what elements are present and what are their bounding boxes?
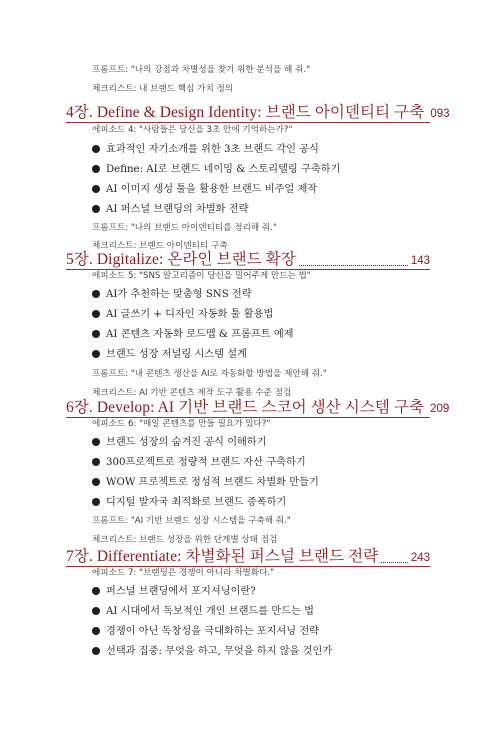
chapter-7-heading[interactable] (66, 544, 430, 566)
list-item: 300프로젝트로 정량적 브랜드 자산 구축하기 (92, 456, 500, 470)
chapter-episode: 에피소드 7: "브랜딩은 경쟁이 아니라 차별화다." (92, 568, 275, 578)
chapter-episode: 에피소드 5: "SNS 알고리즘이 당신을 밀어주게 만드는 법" (92, 271, 311, 281)
bullet-icon (92, 438, 100, 446)
list-item: AI 글쓰기 + 디자인 자동화 툴 활용법 (92, 308, 500, 322)
chapter-checklist: 체크리스트: 브랜드 성장을 위한 단계별 상태 점검 (92, 535, 278, 545)
chapter-checklist: 체크리스트: AI 기반 콘텐츠 제작 도구 활용 수준 점검 (92, 388, 292, 398)
bullet-icon (92, 458, 100, 466)
bullet-icon (92, 145, 100, 153)
chapter-title: 6장. Develop: AI 기반 브랜드 스코어 생산 시스템 구축 (66, 399, 425, 416)
list-item: 브랜드 성장 저널링 시스템 설계 (92, 348, 500, 362)
chapter-page-number: 243 (410, 552, 430, 564)
bullet-icon (92, 310, 100, 318)
list-item: AI 시대에서 독보적인 개인 브랜드를 만드는 법 (92, 605, 500, 619)
list-item: 퍼스널 브랜딩에서 포지셔닝이란? (92, 585, 500, 599)
bullet-icon (92, 185, 100, 193)
chapter-rule (66, 122, 430, 123)
bullet-icon (92, 350, 100, 358)
dot-leader (299, 265, 408, 266)
list-item: AI 이미지 생성 툴을 활용한 브랜드 비주얼 제작 (92, 183, 500, 197)
chapter-5-heading[interactable] (66, 247, 430, 269)
intro-checklist: 체크리스트: 내 브랜드 핵심 가치 정의 (92, 84, 234, 94)
bullet-icon (92, 647, 100, 655)
bullet-icon (92, 498, 100, 506)
chapter-checklist: 체크리스트: 브랜드 아이덴티티 구축 (92, 241, 228, 251)
bullet-icon (92, 290, 100, 298)
chapter-prompt: 프롬프트: "나의 브랜드 아이덴티티를 정리해 줘." (92, 223, 277, 233)
list-item: WOW 프로젝트로 정성적 브랜드 차별화 만들기 (92, 476, 500, 490)
list-item: 효과적인 자기소개를 위한 3초 브랜드 각인 공식 (92, 143, 500, 157)
dot-leader (381, 562, 408, 563)
bullet-icon (92, 627, 100, 635)
chapter-title: 5장. Digitalize: 온라인 브랜드 확장 (66, 251, 296, 268)
list-item: 디지털 발자국 최적화로 브랜드 증폭하기 (92, 496, 500, 510)
bullet-icon (92, 205, 100, 213)
chapter-page-number: 209 (430, 403, 450, 415)
list-item: 브랜드 성장의 숨겨진 공식 이해하기 (92, 436, 500, 450)
list-item: AI 퍼스널 브랜딩의 차별화 전략 (92, 203, 500, 217)
chapter-title: 7장. Differentiate: 차별화된 퍼스널 브랜드 전략 (66, 548, 379, 565)
chapter-6-heading[interactable] (66, 395, 450, 417)
chapter-title: 4장. Define & Design Identity: 브랜드 아이덴티티 구축 (66, 104, 425, 121)
chapter-4-heading[interactable] (66, 100, 450, 122)
chapter-page-number: 093 (430, 108, 450, 120)
bullet-icon (92, 607, 100, 615)
chapter-episode: 에피소드 4: "사람들은 당신을 3초 안에 기억하는가?" (92, 125, 293, 135)
list-item: 경쟁이 아닌 독창성을 극대화하는 포지셔닝 전략 (92, 625, 500, 639)
chapter-prompt: 프롬프트: "AI 기반 브랜드 성장 시스템을 구축해 줘." (92, 516, 291, 526)
list-item: AI가 추천하는 맞춤형 SNS 전략 (92, 288, 500, 302)
bullet-icon (92, 478, 100, 486)
bullet-icon (92, 165, 100, 173)
chapter-episode: 에피소드 6: "매일 콘텐츠를 만들 필요가 있다?" (92, 419, 271, 429)
list-item: Define: AI로 브랜드 네이밍 & 스토리텔링 구축하기 (92, 163, 500, 177)
chapter-page-number: 143 (410, 255, 430, 267)
intro-prompt: 프롬프트: "나의 강점과 차별성을 찾기 위한 분석을 해 줘." (92, 65, 311, 75)
list-item: AI 콘텐츠 자동화 로드맵 & 프롬프트 예제 (92, 328, 500, 342)
chapter-prompt: 프롬프트: "내 콘텐츠 생산을 AI로 자동화할 방법을 제안해 줘." (92, 369, 327, 379)
bullet-icon (92, 587, 100, 595)
bullet-icon (92, 330, 100, 338)
list-item: 선택과 집중: 무엇을 하고, 무엇을 하지 않을 것인가 (92, 645, 500, 659)
